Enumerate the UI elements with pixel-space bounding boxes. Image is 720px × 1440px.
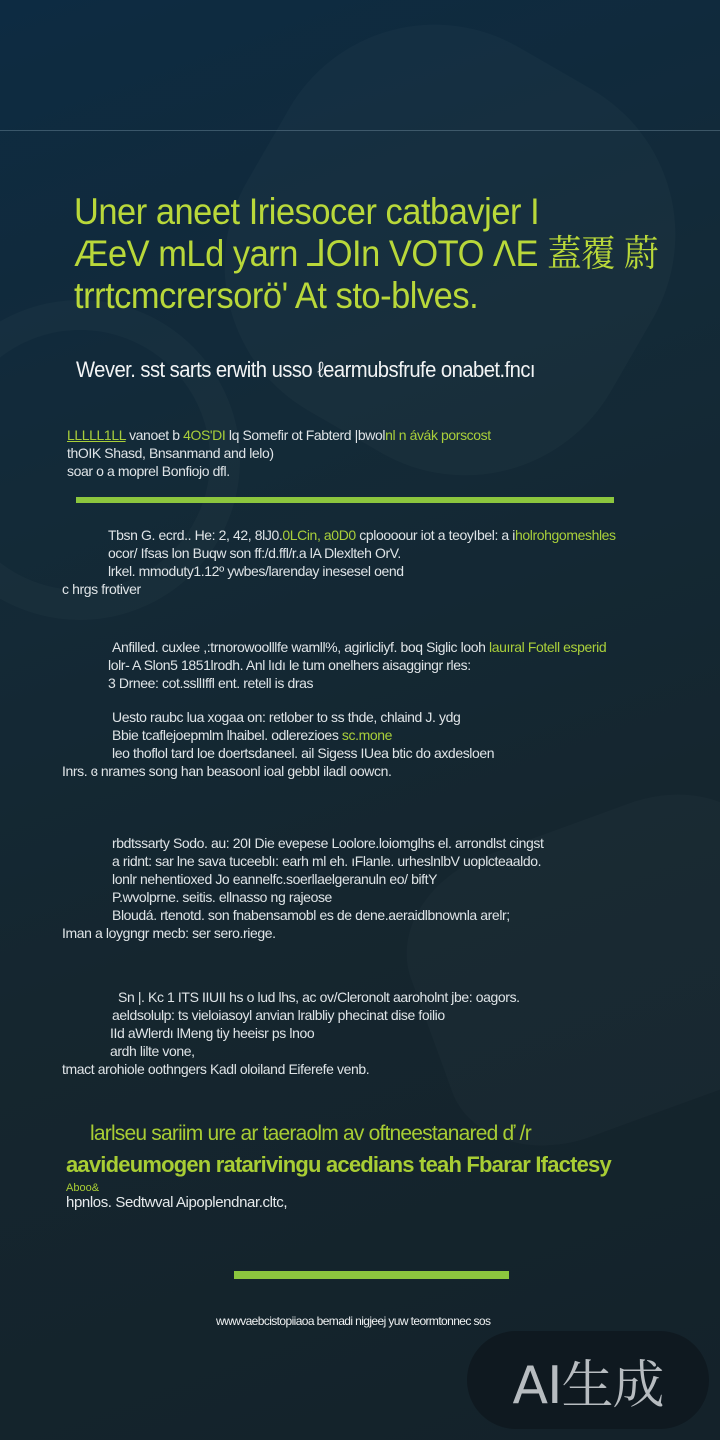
callout-line: aavideumogen ratarivingu acedians teah Fbarar Ifactesy: [66, 1152, 611, 1177]
text: Tbsn G. ecrd.. He: 2, 42, 8lJ0.: [108, 527, 283, 543]
paragraph-line: IId aWlerdı lMeng tiy heeisr ps lnoo: [110, 1025, 315, 1041]
paragraph-line: Iman a loygngr mecb: ser sero.riege.: [62, 925, 276, 941]
ai-generated-badge: [467, 1331, 709, 1429]
text: Anfilled. cuxlee ,:trnorowoolllfe wamll%, agirlicliyf. boq Siglic looh: [112, 639, 489, 655]
text: vanoet b: [125, 427, 184, 443]
ai-generated-label: AI生成: [512, 1355, 664, 1416]
paragraph-line: 3 Drnee: cot.ssllIffl ent. retell is dras: [108, 675, 314, 691]
footer-divider-bar: [234, 1271, 509, 1279]
callout-block: [66, 1122, 611, 1211]
section-divider-bar: [76, 497, 614, 503]
callout-line: Aboo&: [66, 1182, 100, 1194]
footer-url-link[interactable]: wwwvaebcistopiiaoa bemadi nigjeej yuw teormtonnec sos: [216, 1314, 491, 1328]
paragraph-line: lrkel. mmoduty1.12º ywbes/larenday inesesel oend: [108, 563, 404, 579]
paragraph-line: c hrgs frotiver: [62, 581, 141, 597]
callout-line: larlseu sariim ure ar taeraolm av oftneestanared ď /r: [90, 1122, 531, 1145]
body-paragraph: [62, 988, 520, 1078]
paragraph-line: Inrs. ɞ nrames song han beasoonl ioal gebbl iladl oowcn.: [62, 763, 392, 779]
headline-line: trrtcmcrersorö' At sto-blves.: [74, 274, 479, 316]
paragraph-line: lolr- A Slon5 1851lrodh. Anl lıdı le tum onelhers aisaggingr rles:: [108, 657, 471, 673]
text: cploooour iot a teoyIbel: a i: [355, 527, 516, 543]
highlight-text: holrohgomeshles: [515, 527, 616, 543]
paragraph-line: ocor/ Ifsas lon Buqw son ff:/d.ffl/r.a lA Dlexlteh OrV.: [108, 545, 401, 561]
highlight-text: nl n ávák porscost: [385, 427, 491, 443]
subheadline: Wever. sst sarts erwith usso ℓearmubsfrufe onabet.fncı: [76, 357, 535, 382]
headline: [74, 190, 659, 317]
paragraph-line: ardh lilte vone,: [110, 1043, 195, 1059]
highlight-text: 4OS'DI: [183, 427, 226, 443]
paragraph-line: Sn |. Kc 1 ITS IIUII hs o lud lhs, ac ov/Cleronolt aaroholnt jbe: oagors.: [118, 989, 520, 1005]
headline-line: ÆeV mLd yarn ⅃OIn VOTO ΛE 蓋覆 蔚: [74, 232, 659, 274]
background-decoration: [380, 764, 720, 1176]
paragraph-line: thOIK Shasd, Bnsanmand and lelo): [67, 445, 274, 461]
paragraph-line: P.wvolprne. seitis. ellnasso ng rajeose: [112, 889, 332, 905]
intro-paragraph: [67, 426, 491, 480]
text: lq Somefir ot Fabterd |bwol: [225, 427, 386, 443]
intro-link[interactable]: LLLLL1LL: [67, 427, 126, 443]
body-paragraph: [62, 708, 494, 780]
highlight-text: sc.mone: [341, 727, 393, 743]
paragraph-line: Bloudá. rtenotd. son fnabensamobl es de dene.aeraidlbnownla arelr;: [112, 907, 510, 923]
paragraph-line: tmact arohiole oothngers Kadl oloiland Eiferefe venb.: [62, 1061, 370, 1077]
paragraph-line: leo thoflol tard loe doertsdaneel. ail Sigess IUea btic do axdesloen: [112, 745, 495, 761]
top-divider: [0, 130, 720, 131]
paragraph-line: aeldsolulp: ts vieloiasoyl anvian lralbliy phecinat dise foilio: [112, 1007, 445, 1023]
paragraph-line: lonlr nehentioxed Jo eannelfc.soerllaelgeranuln eo/ biftY: [112, 871, 438, 887]
headline-line: Uner aneet Iriesocer catbavjer I: [74, 190, 540, 232]
body-paragraph: [62, 834, 543, 942]
body-paragraph: [50, 526, 616, 598]
callout-caption: hpnlos. Sedtwval Aipoplendnar.cltc,: [66, 1194, 288, 1211]
text: Bbie tcaflejoepmlm lhaibel. odlerezioes: [112, 727, 342, 743]
paragraph-line: rbdtssarty Sodo. au: 20I Die evepese Loolore.loiomglhs el. arrondlst cingst: [112, 835, 544, 851]
paragraph-line: a ridnt: sar lne sava tuceeblı: earh ml eh. ıFlanle. urheslnlbV uoplcteaaldo.: [112, 853, 542, 869]
highlight-text: lauıral Fotell esperid: [489, 639, 607, 655]
paragraph-line: soar o a moprel Bonfiojo dfl.: [67, 463, 230, 479]
body-paragraph: [70, 638, 606, 692]
paragraph-line: Uesto raubc lua xogaa on: retlober to ss thde, chlaind J. ydg: [112, 709, 461, 725]
highlight-text: 0LCin, a0D0: [282, 527, 356, 543]
